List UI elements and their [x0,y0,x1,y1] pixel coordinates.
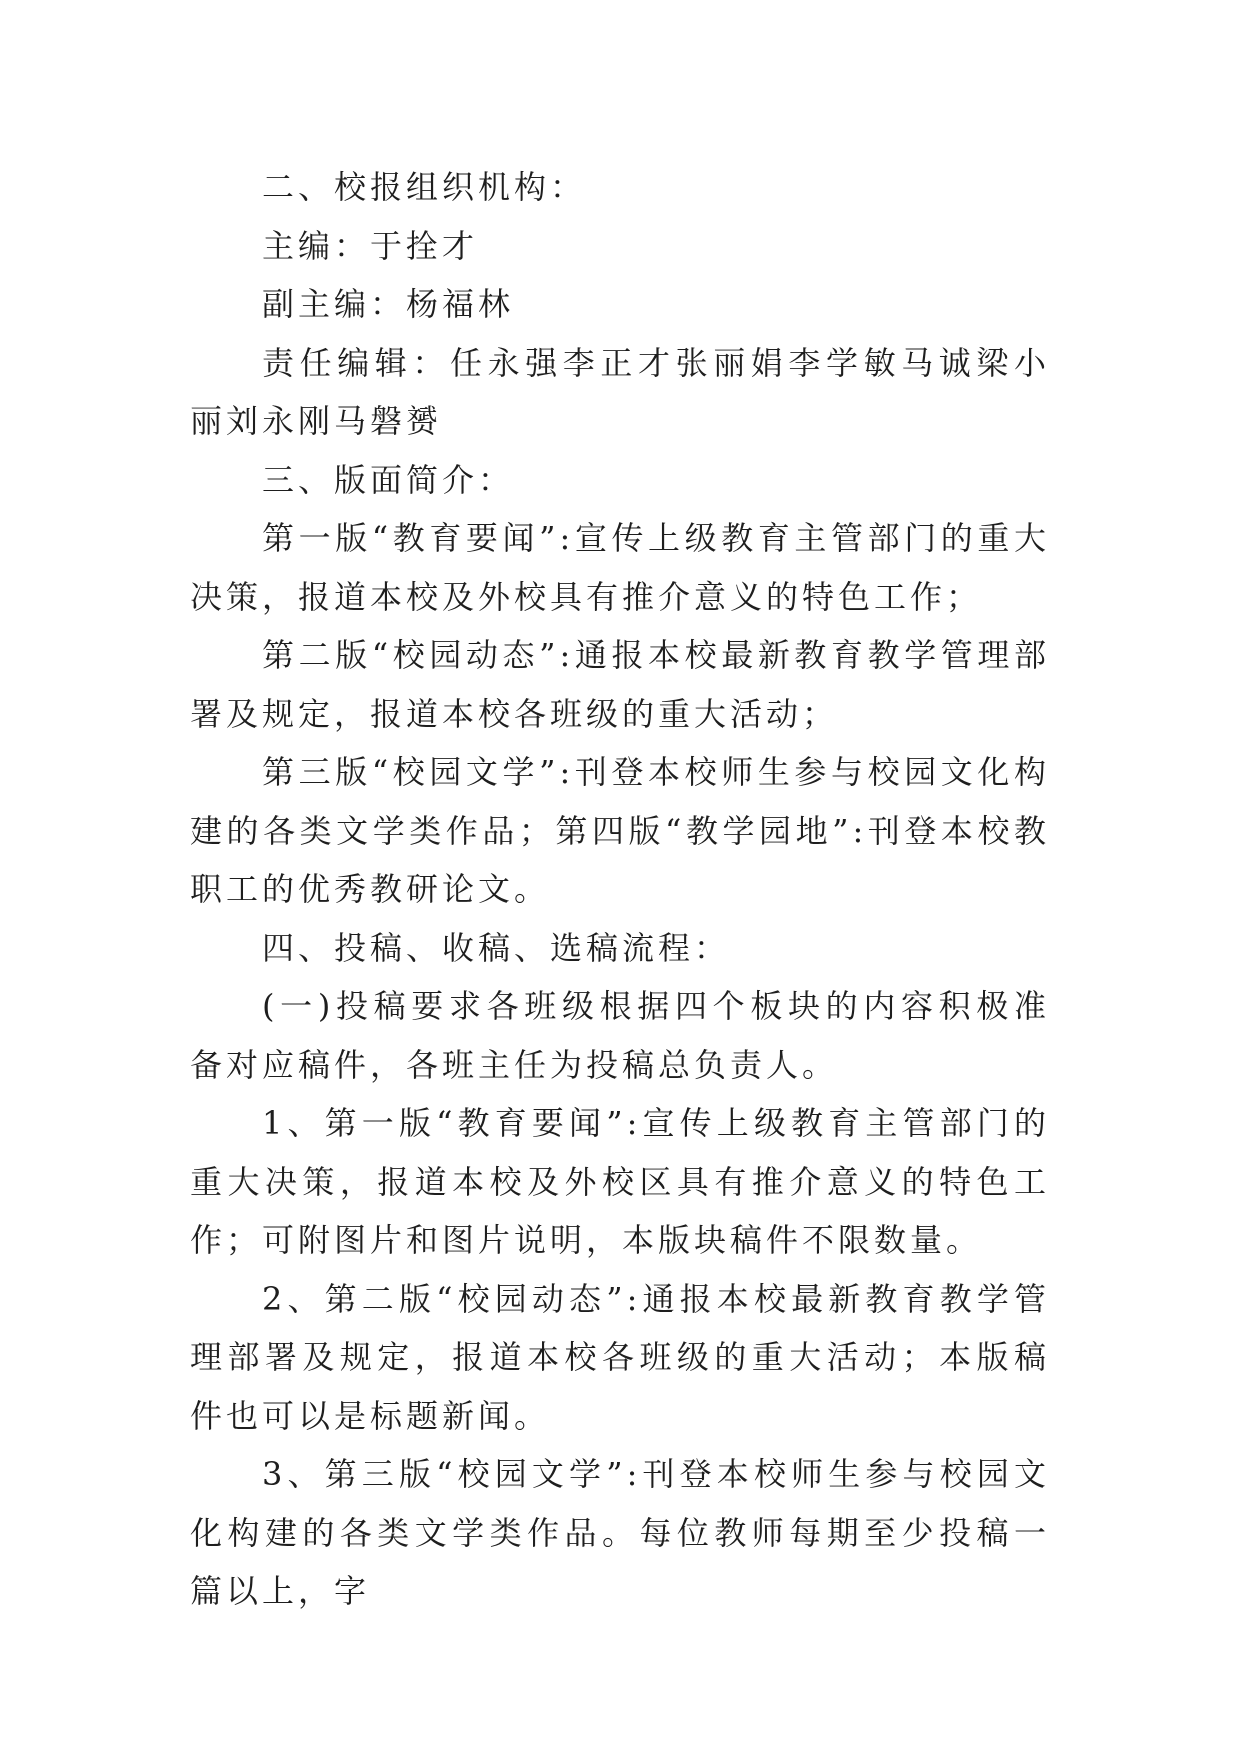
submission-item-1: 1、第一版“教育要闻”:宣传上级教育主管部门的重大决策，报道本校及外校区具有推介意义的特色工作；可附图片和图片说明，本版块稿件不限数量。 [190,1104,1050,1259]
submission-item-2: 2、第二版“校园动态”:通报本校最新教育教学管理部署及规定，报道本校各班级的重大活动；本版稿件也可以是标题新闻。 [190,1279,1050,1435]
page-one-description: 第一版“教育要闻”:宣传上级教育主管部门的重大决策，报道本校及外校具有推介意义的特色工作； [190,519,1050,616]
section-heading-organization: 二、校报组织机构： [262,168,587,206]
chief-editor-line: 主编：于拴才 [262,226,479,265]
section-heading-layout: 三、版面简介： [262,460,515,499]
page-three-four-description: 第三版“校园文学”:刊登本校师生参与校园文化构建的各类文学类作品；第四版“教学园地”:刊登本校教职工的优秀教研论文。 [190,753,1050,908]
submission-requirements: (一)投稿要求各班级根据四个板块的内容积极准备对应稿件，各班主任为投稿总负责人。 [190,987,1050,1084]
page-two-description: 第二版“校园动态”:通报本校最新教育教学管理部署及规定，报道本校各班级的重大活动； [190,636,1050,733]
responsible-editors-line: 责任编辑：任永强李正才张丽娟李学敏马诚梁小丽刘永刚马磐赟 [190,343,1050,440]
section-heading-submission: 四、投稿、收稿、选稿流程： [262,928,731,967]
deputy-editor-line: 副主编：杨福林 [262,285,515,323]
submission-item-3: 3、第三版“校园文学”:刊登本校师生参与校园文化构建的各类文学类作品。每位教师每期至少投稿一篇以上，字 [190,1455,1050,1610]
document-body [190,158,1050,1621]
